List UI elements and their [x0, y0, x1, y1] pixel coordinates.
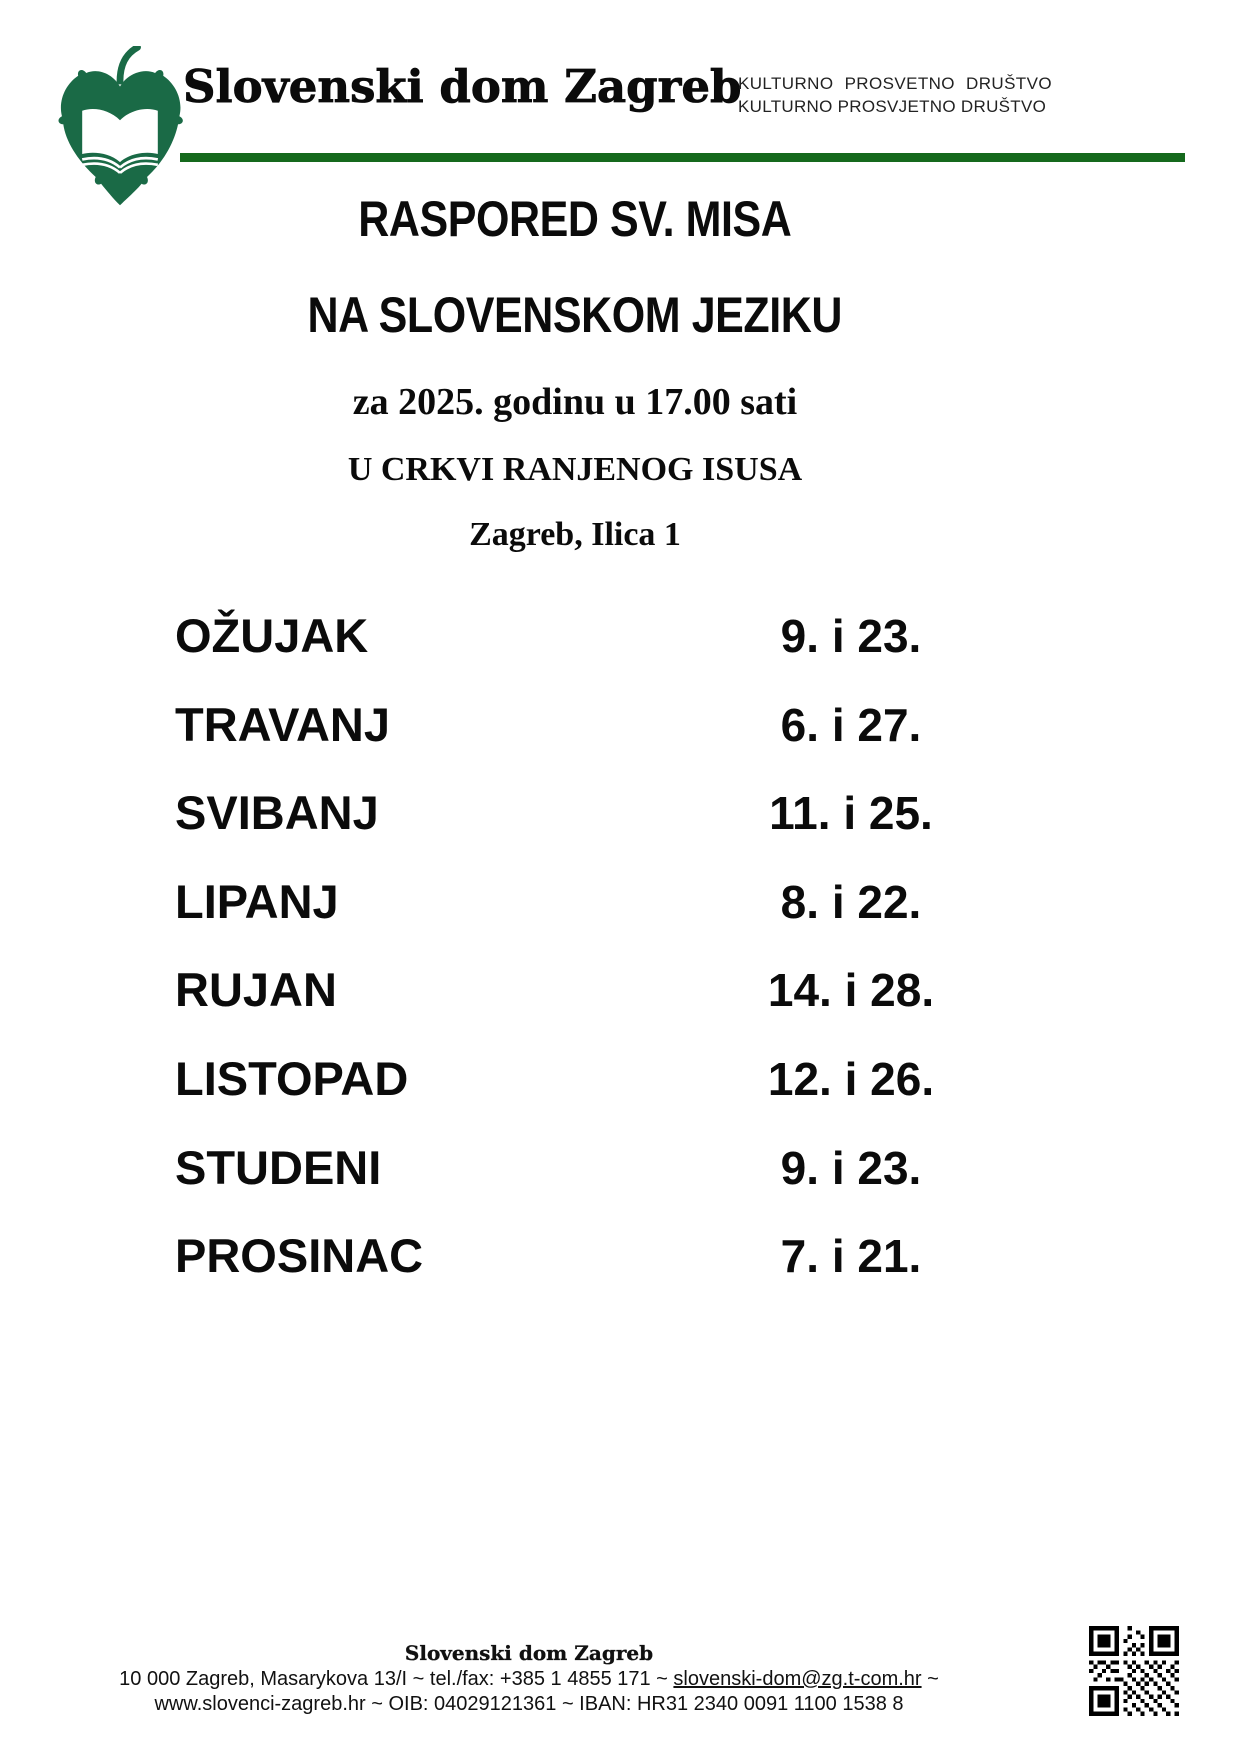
header-divider — [180, 153, 1185, 162]
schedule-row — [175, 608, 987, 697]
dates-value: 12. i 26. — [767, 1052, 935, 1105]
org-title: Slovenski dom Zagreb — [183, 60, 742, 113]
dates-value: 11. i 25. — [769, 787, 933, 840]
mass-schedule-list — [175, 608, 987, 1317]
doc-title-line2-text: NA SLOVENSKOM JEZIKU — [307, 287, 843, 343]
doc-title-line1-text: RASPORED SV. MISA — [358, 191, 792, 247]
dates-value: 6. i 27. — [780, 698, 922, 751]
footer-contact-line — [0, 1667, 1058, 1692]
dates-value: 9. i 23. — [780, 610, 922, 662]
dates-value: 14. i 28. — [767, 964, 935, 1017]
doc-subtitle-address: Zagreb, Ilica 1 — [469, 516, 681, 553]
footer-email-link[interactable]: slovenski-dom@zg.t-com.hr — [673, 1668, 922, 1690]
schedule-row — [175, 874, 987, 963]
schedule-row — [175, 1140, 987, 1229]
month-label: TRAVANJ — [175, 697, 390, 751]
footer-ids-line: www.slovenci-zagreb.hr ~ OIB: 04029121361 ~ IBAN: HR31 2340 0091 1100 1538 8 — [154, 1693, 904, 1715]
footer-org-name: Slovenski dom Zagreb — [404, 1641, 654, 1665]
schedule-row — [175, 785, 987, 874]
footer-address-text: 10 000 Zagreb, Masarykova 13/I ~ tel./fax: +385 1 4855 171 ~ — [119, 1668, 674, 1690]
month-label: LISTOPAD — [175, 1051, 409, 1105]
schedule-row — [175, 1228, 987, 1317]
month-label: LIPANJ — [175, 874, 339, 928]
month-label: RUJAN — [175, 963, 337, 1017]
org-subtitle-line2: KULTURNO PROSVJETNO DRUŠTVO — [738, 97, 1047, 116]
footer-tilde: ~ — [921, 1668, 939, 1690]
doc-subtitle-church: U CRKVI RANJENOG ISUSA — [347, 451, 803, 488]
dates-value: 9. i 23. — [780, 1141, 922, 1194]
schedule-row — [175, 1051, 987, 1140]
footer — [0, 1641, 1058, 1717]
linden-leaf-book-logo-icon — [52, 46, 188, 208]
month-label: OŽUJAK — [175, 609, 369, 662]
qr-code-icon — [1089, 1626, 1179, 1716]
dates-value: 8. i 22. — [780, 875, 922, 928]
org-subtitle — [738, 72, 1052, 118]
schedule-row — [175, 962, 987, 1051]
doc-title-line2 — [145, 286, 1005, 344]
month-label: STUDENI — [175, 1140, 382, 1194]
month-label: SVIBANJ — [175, 786, 379, 840]
doc-subtitle-year: za 2025. godinu u 17.00 sati — [352, 381, 798, 423]
org-subtitle-line1: KULTURNO PROSVETNO DRUŠTVO — [738, 74, 1052, 93]
dates-value: 7. i 21. — [780, 1230, 922, 1283]
month-label: PROSINAC — [175, 1229, 424, 1283]
schedule-row — [175, 697, 987, 786]
doc-title-line1 — [145, 190, 1005, 248]
